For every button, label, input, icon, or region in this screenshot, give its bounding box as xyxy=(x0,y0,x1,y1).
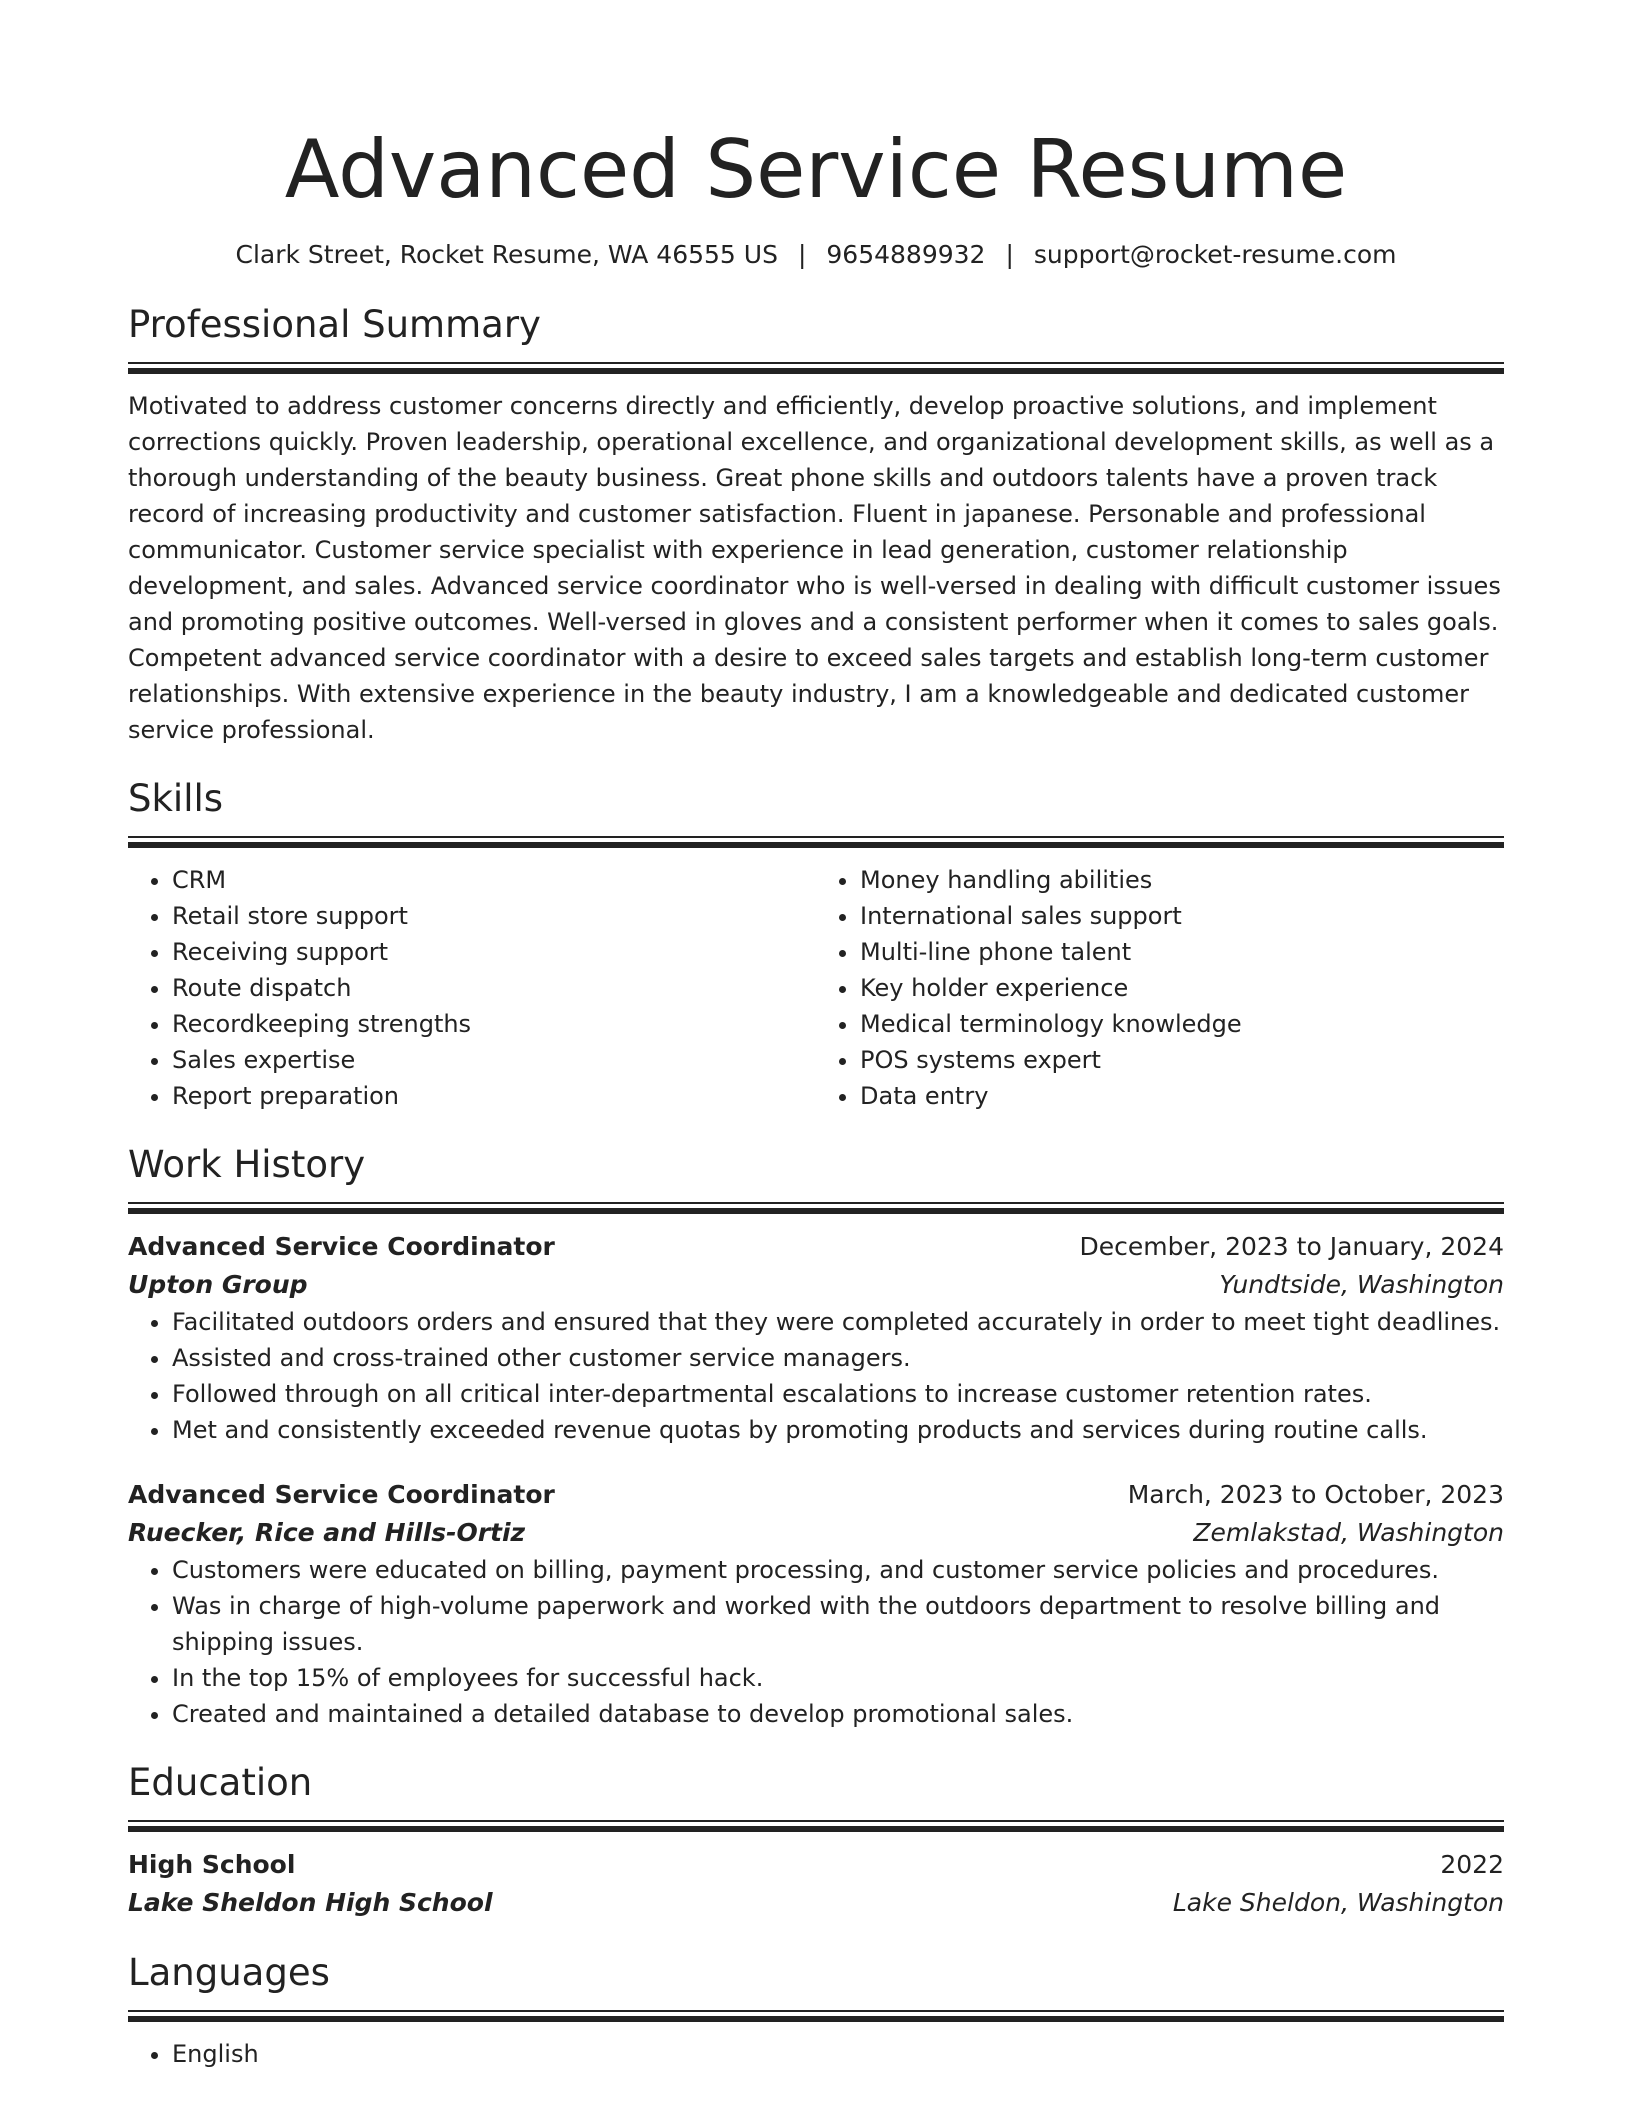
job-bullet: • Customers were educated on billing, payment processing, and customer service policies and procedures. xyxy=(172,1552,1504,1588)
skill-item: • Medical terminology knowledge xyxy=(860,1006,1504,1042)
job-header xyxy=(128,1476,1504,1514)
section-divider xyxy=(128,836,1504,848)
education-header xyxy=(128,1846,1504,1884)
contact-address: Clark Street, Rocket Resume, WA 46555 US xyxy=(235,240,778,269)
skill-item: • Retail store support xyxy=(172,898,816,934)
skills-list-left xyxy=(128,862,816,1114)
work-section xyxy=(128,1140,1504,1732)
job-bullet: • Facilitated outdoors orders and ensured that they were completed accurately in order to meet tight deadlines. xyxy=(172,1304,1504,1340)
languages-heading: Languages xyxy=(128,1951,330,1994)
education-entry xyxy=(128,1846,1504,1922)
education-school: Lake Sheldon High School xyxy=(128,1888,493,1917)
job-dates: December, 2023 to January, 2024 xyxy=(1079,1232,1504,1261)
job-bullet: • Was in charge of high-volume paperwork and worked with the outdoors department to resolve billing and shipping issues. xyxy=(172,1588,1504,1660)
education-location: Lake Sheldon, Washington xyxy=(1172,1888,1504,1917)
languages-section xyxy=(128,1948,1504,2072)
job-title: Advanced Service Coordinator xyxy=(128,1480,555,1509)
education-subheader xyxy=(128,1884,1504,1922)
education-year: 2022 xyxy=(1440,1850,1504,1879)
job-company: Upton Group xyxy=(128,1270,308,1299)
skill-item: • Receiving support xyxy=(172,934,816,970)
contact-separator: | xyxy=(1005,240,1014,269)
skill-item: • POS systems expert xyxy=(860,1042,1504,1078)
skill-item: • Multi-line phone talent xyxy=(860,934,1504,970)
job-title: Advanced Service Coordinator xyxy=(128,1232,555,1261)
education-section xyxy=(128,1758,1504,1922)
job-bullet: • Met and consistently exceeded revenue quotas by promoting products and services during routine calls. xyxy=(172,1412,1504,1448)
contact-phone: 9654889932 xyxy=(826,240,986,269)
job-bullet: • Assisted and cross-trained other customer service managers. xyxy=(172,1340,1504,1376)
skill-item: • Recordkeeping strengths xyxy=(172,1006,816,1042)
skill-item: • Data entry xyxy=(860,1078,1504,1114)
job-bullet: • Created and maintained a detailed database to develop promotional sales. xyxy=(172,1696,1504,1732)
job-entry xyxy=(128,1476,1504,1732)
resume-title: Advanced Service Resume xyxy=(284,123,1348,216)
section-divider xyxy=(128,1202,1504,1214)
job-bullet: • In the top 15% of employees for successful hack. xyxy=(172,1660,1504,1696)
job-company: Ruecker, Rice and Hills-Ortiz xyxy=(128,1518,526,1547)
skill-item: • Key holder experience xyxy=(860,970,1504,1006)
resume-page xyxy=(128,0,1504,2072)
job-dates: March, 2023 to October, 2023 xyxy=(1127,1480,1504,1509)
skill-item: • Money handling abilities xyxy=(860,862,1504,898)
job-bullet: • Followed through on all critical inter-departmental escalations to increase customer retention rates. xyxy=(172,1376,1504,1412)
language-item: • English xyxy=(172,2036,1504,2072)
job-location: Yundtside, Washington xyxy=(1219,1270,1504,1299)
education-degree: High School xyxy=(128,1850,296,1879)
skill-item: • Sales expertise xyxy=(172,1042,816,1078)
job-entry xyxy=(128,1228,1504,1448)
job-subheader xyxy=(128,1266,1504,1304)
job-subheader xyxy=(128,1514,1504,1552)
education-heading: Education xyxy=(128,1761,313,1804)
section-divider xyxy=(128,1820,1504,1832)
skills-columns xyxy=(128,862,1504,1114)
skills-list-right xyxy=(816,862,1504,1114)
skill-item: • International sales support xyxy=(860,898,1504,934)
skills-heading: Skills xyxy=(128,777,224,820)
skill-item: • Route dispatch xyxy=(172,970,816,1006)
section-divider xyxy=(128,362,1504,374)
summary-text: Motivated to address customer concerns directly and efficiently, develop proactive solutions, and implement corrections quickly. Proven leadership, operational excellence, and organizational development skills, as well as a thorough understanding of the beauty business. Great phone skills and outdoors talents have a proven track record of increasing productivity and customer satisfaction. Fluent in japanese. Personable and professional communicator. Customer service specialist with experience in lead generation, customer relationship development, and sales. Advanced service coordinator who is well-versed in dealing with difficult customer issues and promoting positive outcomes. Well-versed in gloves and a consistent performer when it comes to sales goals. Competent advanced service coordinator with a desire to exceed sales targets and establish long-term customer relationships. With extensive experience in the beauty industry, I am a knowledgeable and dedicated customer service professional. xyxy=(128,392,1501,744)
work-heading: Work History xyxy=(128,1143,366,1186)
languages-list xyxy=(128,2036,1504,2072)
skill-item: • CRM xyxy=(172,862,816,898)
job-header xyxy=(128,1228,1504,1266)
contact-email[interactable]: support@rocket-resume.com xyxy=(1033,240,1397,269)
job-location: Zemlakstad, Washington xyxy=(1193,1518,1504,1547)
skills-section xyxy=(128,774,1504,1114)
job-bullets xyxy=(128,1304,1504,1448)
job-bullets xyxy=(128,1552,1504,1732)
summary-heading: Professional Summary xyxy=(128,303,541,346)
contact-separator: | xyxy=(797,240,807,269)
section-divider xyxy=(128,2010,1504,2022)
contact-line xyxy=(128,238,1504,272)
summary-section xyxy=(128,300,1504,748)
skill-item: • Report preparation xyxy=(172,1078,816,1114)
